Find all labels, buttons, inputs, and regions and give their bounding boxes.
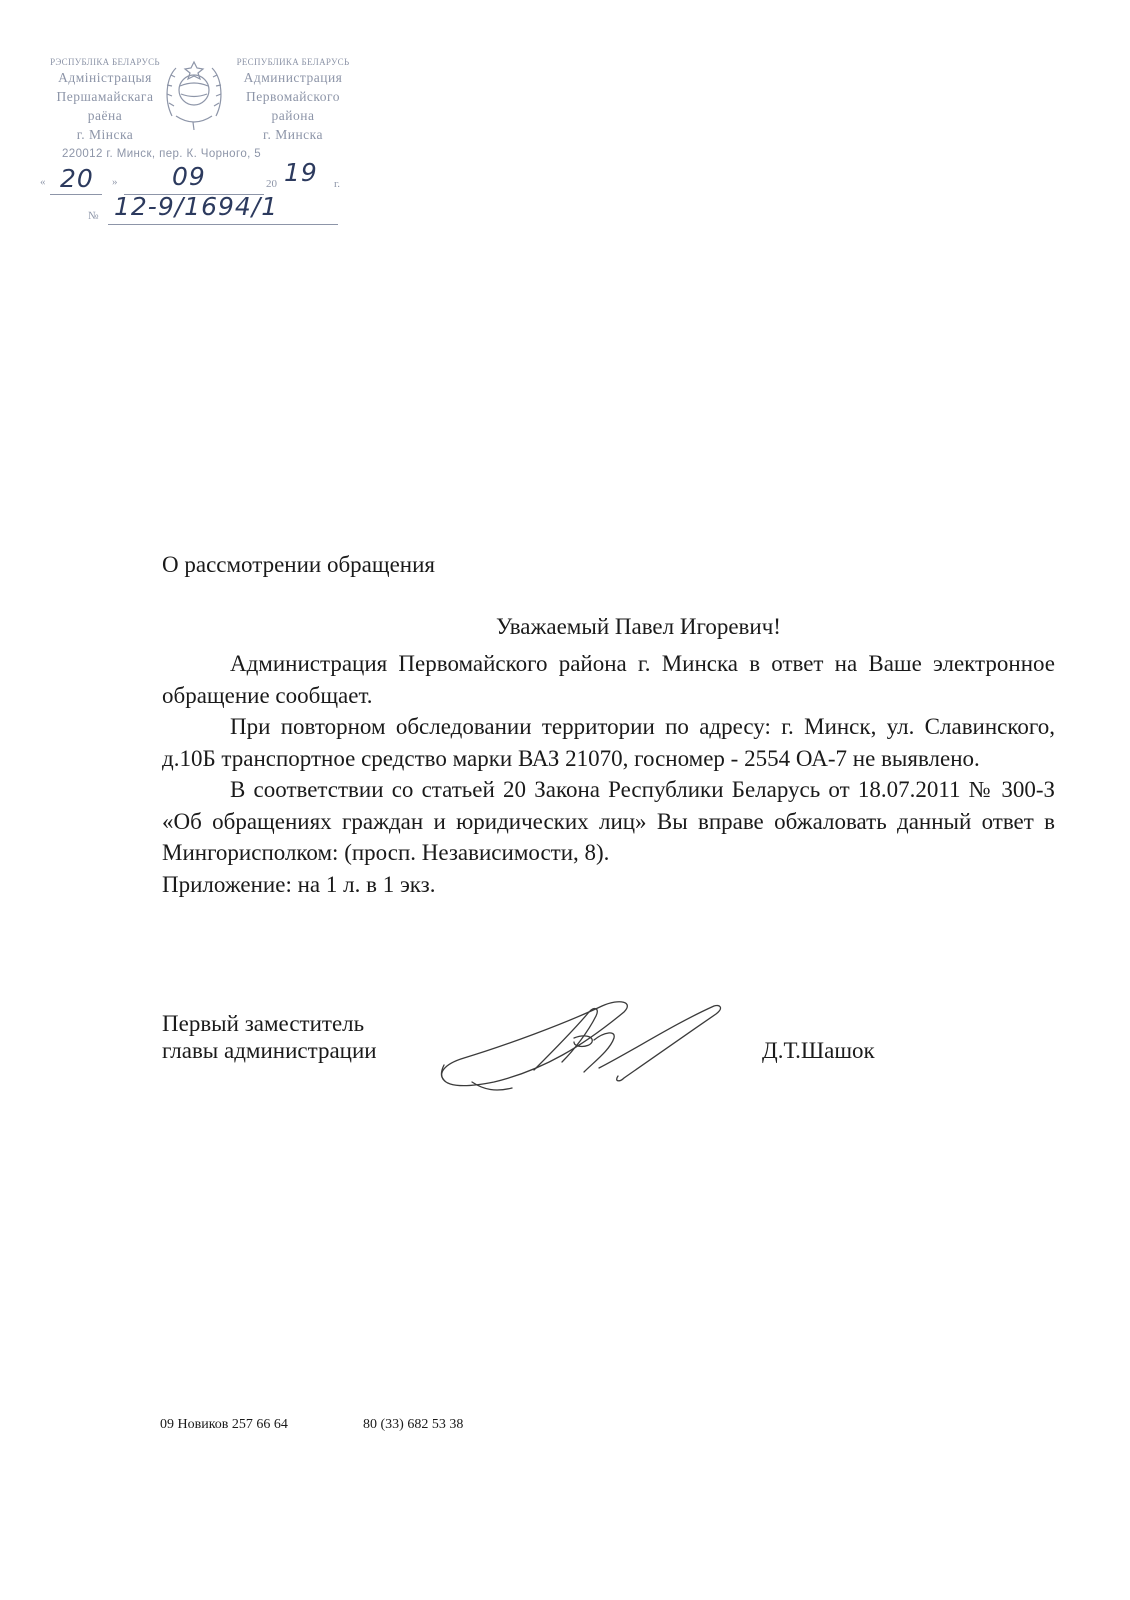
stamp-country-by: РЭСПУБЛІКА БЕЛАРУСЬ bbox=[50, 57, 160, 67]
date-month: 09 bbox=[172, 162, 206, 191]
date-quote-mark: » bbox=[112, 176, 118, 188]
state-emblem-icon bbox=[162, 56, 226, 130]
letterhead-stamp bbox=[40, 48, 360, 238]
executor-info: 09 Новиков 257 66 64 bbox=[160, 1417, 288, 1432]
stamp-line: Первомайского bbox=[246, 89, 340, 104]
signatory-name: Д.Т.Шашок bbox=[762, 1038, 875, 1063]
stamp-line: раёна bbox=[87, 108, 123, 123]
letter-body bbox=[162, 648, 1055, 900]
body-paragraph: При повторном обследовании территории по адресу: г. Минск, ул. Славинского, д.10Б транспортное средство марки ВАЗ 21070, госномер - 2554 ОА-7 не выявлено. bbox=[162, 714, 1055, 771]
stamp-number-row bbox=[88, 194, 348, 234]
signatory-position bbox=[162, 1010, 377, 1064]
letter-salutation: Уважаемый Павел Игоревич! bbox=[496, 614, 781, 639]
position-line: Первый заместитель bbox=[162, 1011, 365, 1036]
stamp-country-ru: РЕСПУБЛИКА БЕЛАРУСЬ bbox=[236, 57, 350, 67]
date-year-prefix: 20 bbox=[266, 178, 277, 190]
stamp-line: Администрация bbox=[243, 70, 343, 85]
stamp-belarusian-block bbox=[40, 56, 170, 144]
stamp-russian-block bbox=[228, 56, 358, 144]
stamp-line: района bbox=[271, 108, 315, 123]
stamp-line: Першамайскага bbox=[56, 89, 154, 104]
stamp-address: 220012 г. Минск, пер. К. Чорного, 5 bbox=[62, 148, 262, 160]
number-label: № bbox=[88, 210, 99, 222]
letter-subject: О рассмотрении обращения bbox=[162, 552, 435, 577]
body-paragraph: В соответствии со статьей 20 Закона Республики Беларусь от 18.07.2011 № 300-З «Об обращениях граждан и юридических лиц» Вы вправе обжаловать данный ответ в Мингорисполком: (просп. Независимости, 8). bbox=[162, 777, 1055, 865]
registration-number: 12-9/1694/1 bbox=[114, 192, 279, 221]
stamp-line: г. Минска bbox=[262, 127, 324, 142]
date-year-g: г. bbox=[334, 178, 341, 190]
executor-phone: 80 (33) 682 53 38 bbox=[363, 1417, 464, 1432]
position-line: главы администрации bbox=[162, 1038, 377, 1063]
stamp-line: г. Мінска bbox=[76, 127, 134, 142]
date-year-suffix: 19 bbox=[284, 158, 318, 187]
handwritten-signature bbox=[424, 990, 754, 1100]
number-underline bbox=[108, 224, 338, 225]
date-day: 20 bbox=[60, 164, 94, 193]
attachment-note: Приложение: на 1 л. в 1 экз. bbox=[162, 871, 436, 897]
date-quote-mark: « bbox=[40, 176, 46, 188]
stamp-line: Адміністрацыя bbox=[58, 70, 152, 85]
body-paragraph: Администрация Первомайского района г. Минска в ответ на Ваше электронное обращение сообщает. bbox=[162, 651, 1055, 708]
